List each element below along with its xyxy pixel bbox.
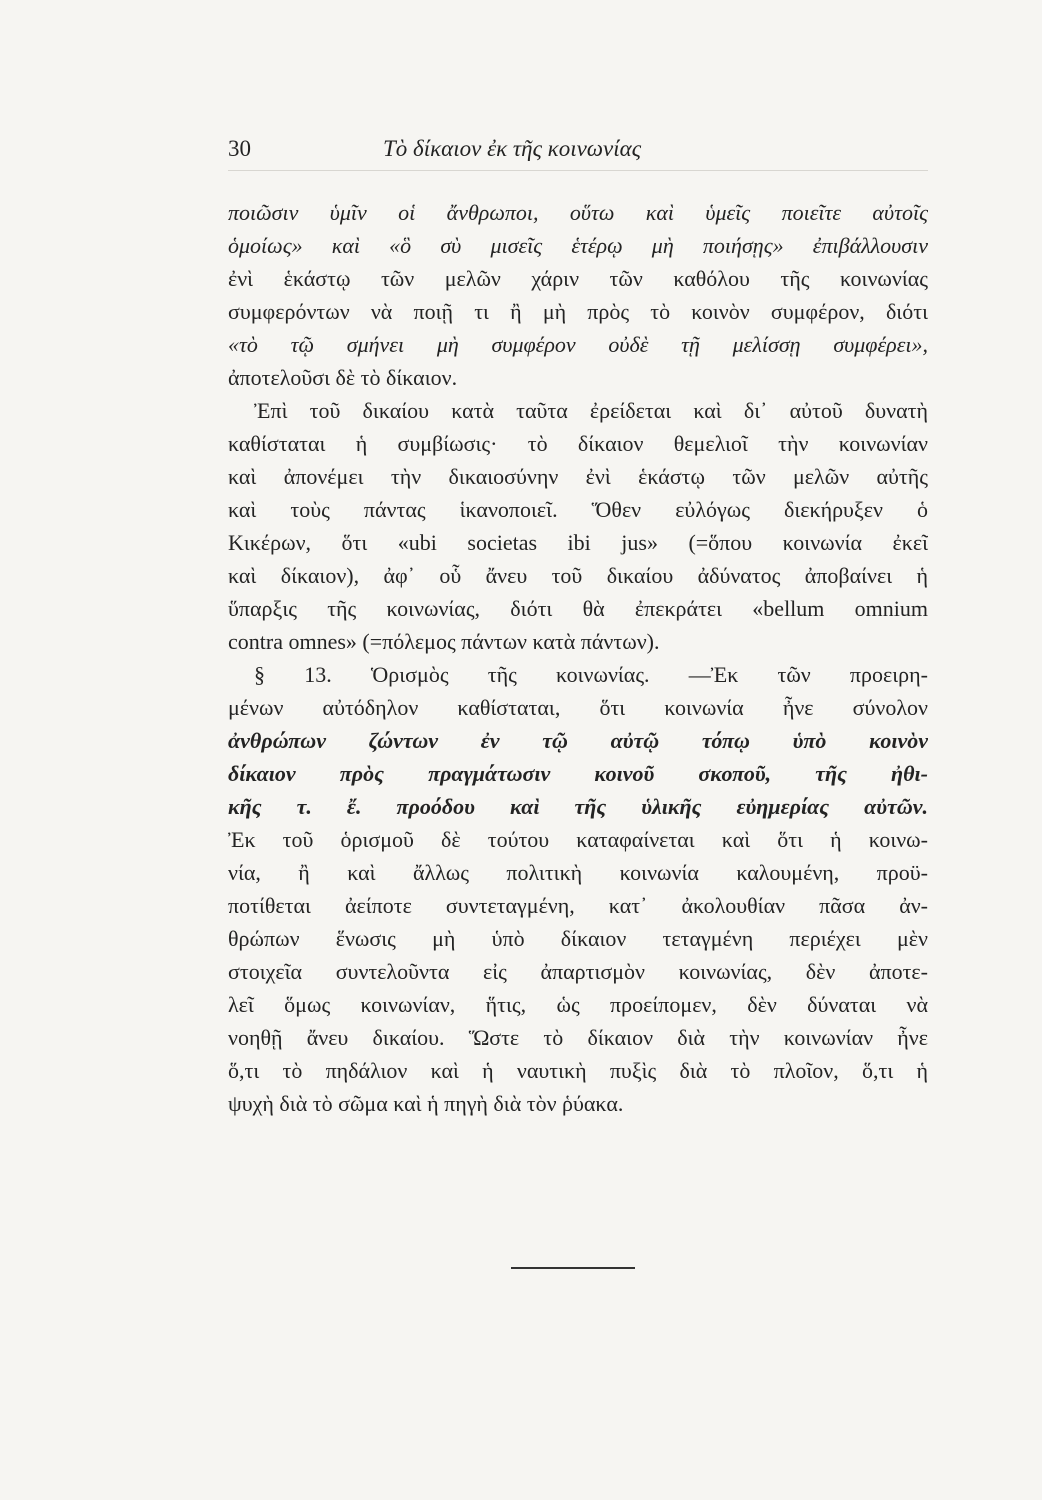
- text-line: Κικέρων, ὅτι «ubi societas ibi jus» (=ὅπου κοινωνία ἐκεῖ: [228, 530, 928, 555]
- text-line: καὶ τοὺς πάντας ἱκανοποιεῖ. Ὅθεν εὐλόγως διεκήρυξεν ὁ: [228, 497, 928, 522]
- text-line: ποτίθεται ἀείποτε συντεταγμένη, κατ᾽ ἀκολουθίαν πᾶσα ἀν-: [228, 893, 928, 918]
- text-line: νία, ἢ καὶ ἄλλως πολιτικὴ κοινωνία καλουμένη, προϋ-: [228, 860, 928, 885]
- text-line: καὶ δίκαιον), ἀφ᾽ οὗ ἄνευ τοῦ δικαίου ἀδύνατος ἀποβαίνει ἡ: [228, 563, 928, 588]
- text-line: «τὸ τῷ σμήνει μὴ συμφέρον οὐδὲ τῇ μελίσσῃ συμφέρει»,: [228, 332, 928, 357]
- body-text: [228, 196, 928, 1120]
- text-line: ποιῶσιν ὑμῖν οἱ ἄνθρωποι, οὕτω καὶ ὑμεῖς ποιεῖτε αὐτοῖς: [228, 200, 928, 225]
- text-line: ὁμοίως» καὶ «ὃ σὺ μισεῖς ἑτέρῳ μὴ ποιήσῃς» ἐπιβάλλουσιν: [228, 233, 928, 258]
- text-line: καὶ ἀπονέμει τὴν δικαιοσύνην ἐνὶ ἑκάστῳ τῶν μελῶν αὐτῆς: [228, 464, 928, 489]
- text-line: συμφερόντων νὰ ποιῇ τι ἢ μὴ πρὸς τὸ κοινὸν συμφέρον, διότι: [228, 299, 928, 324]
- definition-line: κῆς τ. ἔ. προόδου καὶ τῆς ὑλικῆς εὐημερίας αὐτῶν.: [228, 794, 928, 819]
- text-line: ὅ,τι τὸ πηδάλιον καὶ ἡ ναυτικὴ πυξὶς διὰ τὸ πλοῖον, ὅ,τι ἡ: [228, 1058, 928, 1083]
- definition-line: δίκαιον πρὸς πραγμάτωσιν κοινοῦ σκοποῦ, τῆς ἠθι-: [228, 761, 928, 786]
- text-line: καθίσταται ἡ συμβίωσις· τὸ δίκαιον θεμελιοῖ τὴν κοινωνίαν: [228, 431, 928, 456]
- header-rule: [228, 170, 928, 171]
- text-line: ὕπαρξις τῆς κοινωνίας, διότι θὰ ἐπεκράτει «bellum omnium: [228, 596, 928, 621]
- page-header: [228, 136, 928, 168]
- text-line: Ἐκ τοῦ ὁρισμοῦ δὲ τούτου καταφαίνεται καὶ ὅτι ἡ κοινω-: [228, 827, 928, 852]
- definition-line: ἀνθρώπων ζώντων ἐν τῷ αὐτῷ τόπῳ ὑπὸ κοινὸν: [228, 728, 928, 753]
- text-line: στοιχεῖα συντελοῦντα εἰς ἀπαρτισμὸν κοινωνίας, δὲν ἀποτε-: [228, 959, 928, 984]
- page-number: 30: [228, 136, 251, 161]
- running-head: Τὸ δίκαιον ἐκ τῆς κοινωνίας: [383, 136, 642, 161]
- text-line: Ἐπὶ τοῦ δικαίου κατὰ ταῦτα ἐρείδεται καὶ δι᾽ αὐτοῦ δυνατὴ: [254, 398, 928, 423]
- text-line: μένων αὐτόδηλον καθίσταται, ὅτι κοινωνία ἦνε σύνολον: [228, 695, 928, 720]
- text-line: ἀποτελοῦσι δὲ τὸ δίκαιον.: [228, 365, 458, 390]
- text-line: ψυχὴ διὰ τὸ σῶμα καὶ ἡ πηγὴ διὰ τὸν ῥύακα.: [228, 1091, 624, 1116]
- section-heading-line: § 13. Ὁρισμὸς τῆς κοινωνίας. —Ἐκ τῶν προειρη-: [254, 662, 928, 687]
- text-line: ἐνὶ ἑκάστῳ τῶν μελῶν χάριν τῶν καθόλου τῆς κοινωνίας: [228, 266, 928, 291]
- text-line: contra omnes» (=πόλεμος πάντων κατὰ πάντων).: [228, 629, 660, 654]
- text-line: θρώπων ἕνωσις μὴ ὑπὸ δίκαιον τεταγμένη περιέχει μὲν: [228, 926, 928, 951]
- text-line: λεῖ ὅμως κοινωνίαν, ἥτις, ὡς προείπομεν, δὲν δύναται νὰ: [228, 992, 928, 1017]
- text-line: νοηθῇ ἄνευ δικαίου. Ὥστε τὸ δίκαιον διὰ τὴν κοινωνίαν ἦνε: [228, 1025, 928, 1050]
- end-rule: [511, 1267, 635, 1269]
